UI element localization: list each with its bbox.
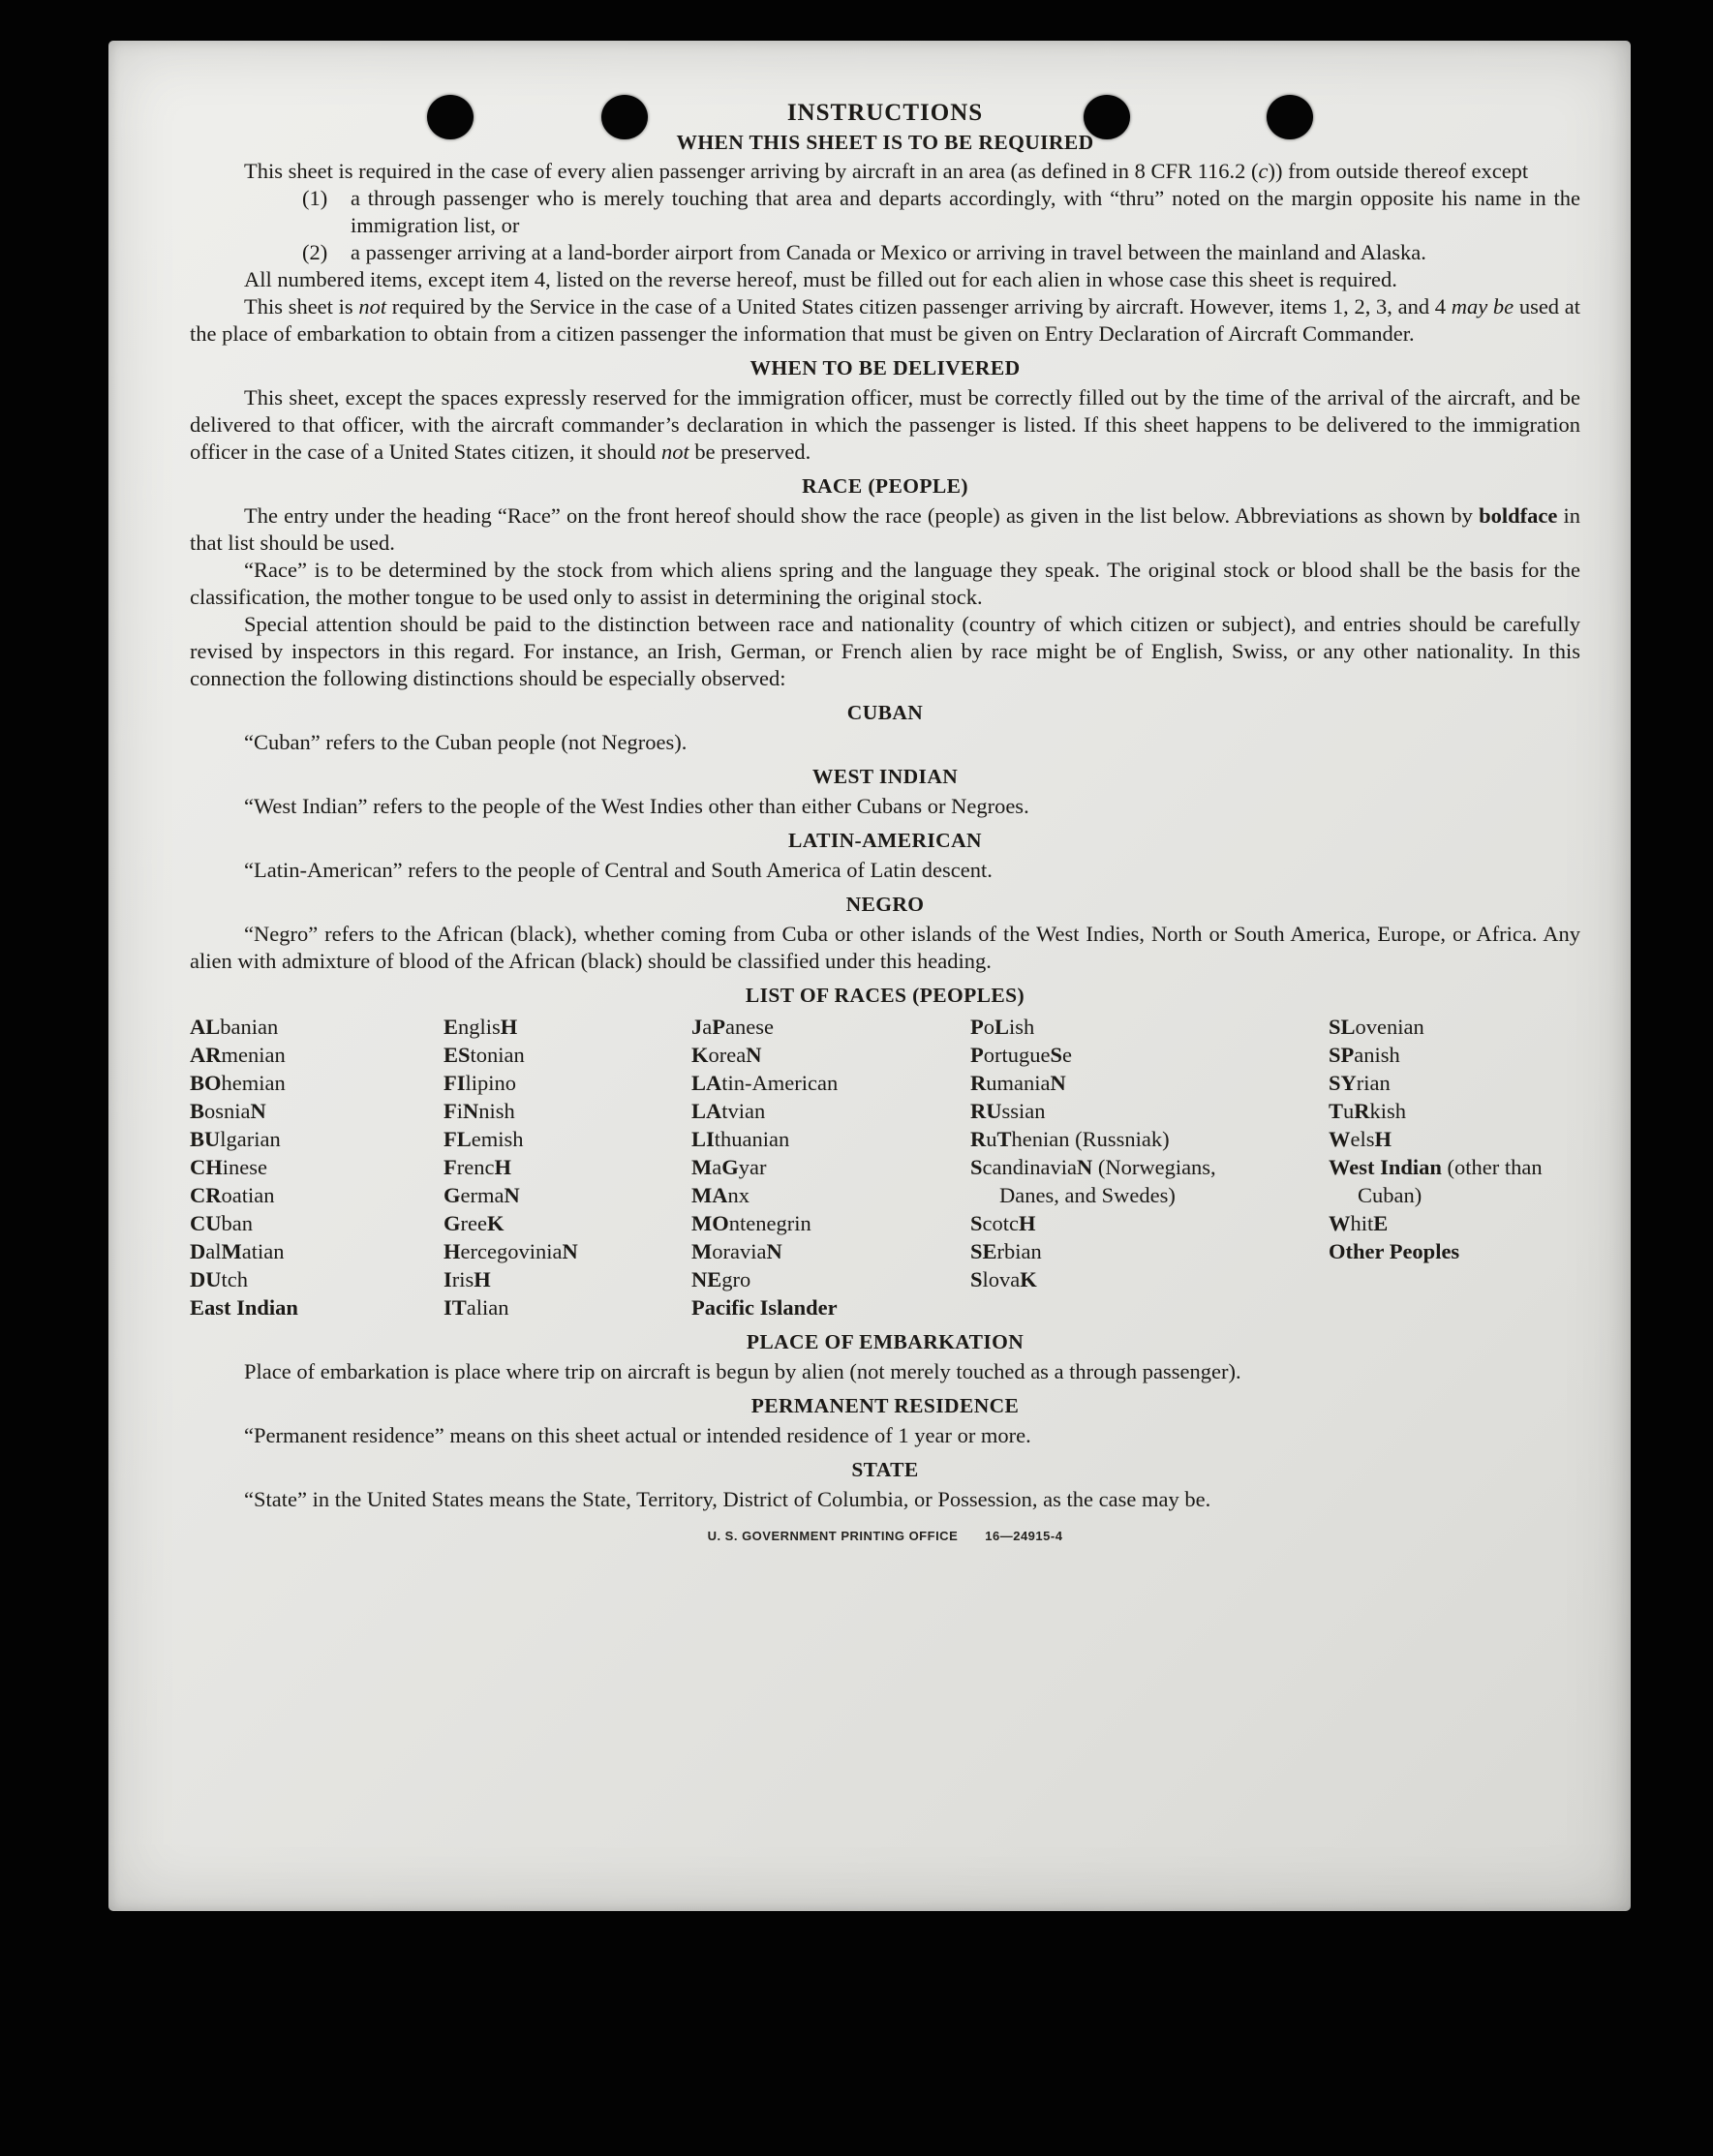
document-page: [108, 41, 1631, 1911]
paragraph-negro: “Negro” refers to the African (black), whether coming from Cuba or other islands of the West Indies, North or South America, Europe, or Africa. Any alien with admixture of blood of the African (black) should be classified under this heading.: [190, 922, 1580, 973]
paragraph-race-2: “Race” is to be determined by the stock from which aliens spring and the language they speak. The original stock or blood shall be the basis for the classification, the mother tongue to be used only to assist in determining the original stock.: [190, 558, 1580, 609]
race-entry: ALbanian: [190, 1015, 279, 1039]
race-entry: MaGyar: [691, 1155, 767, 1179]
item-text-2: a passenger arriving at a land-border airport from Canada or Mexico or arriving in travel between the mainland and Alaska.: [351, 240, 1426, 264]
race-entry: FiNnish: [444, 1099, 515, 1123]
item-number-2: (2): [302, 240, 328, 264]
race-entry: BUlgarian: [190, 1127, 281, 1151]
race-entry: East Indian: [190, 1295, 298, 1320]
race-entry: IrisH: [444, 1267, 491, 1291]
heading-state: STATE: [851, 1458, 919, 1481]
race-entry: DalMatian: [190, 1239, 285, 1263]
paragraph-not-required: This sheet is not required by the Service in the case of a United States citizen passenger arriving by aircraft. However, items 1, 2, 3, and 4 may be used at the place of embarkation to obtain from a citizen passenger the information that must be given on Entry Declaration of Aircraft Commander.: [190, 294, 1580, 346]
heading-residence: PERMANENT RESIDENCE: [750, 1394, 1020, 1417]
heading-cuban: CUBAN: [846, 701, 924, 724]
race-entry: GreeK: [444, 1211, 505, 1235]
race-entry: FIlipino: [444, 1071, 517, 1095]
heading-when-delivered: WHEN TO BE DELIVERED: [749, 356, 1021, 380]
race-entry: MAnx: [691, 1183, 749, 1207]
race-entry: ARmenian: [190, 1043, 286, 1067]
footer-line: [190, 1529, 1580, 1543]
paragraph-state: “State” in the United States means the State, Territory, District of Columbia, or Possession, as the case may be.: [244, 1487, 1211, 1511]
numbered-item-2: [190, 239, 1580, 266]
race-entry: CUban: [190, 1211, 253, 1235]
race-entry: MOntenegrin: [691, 1211, 811, 1235]
race-entry: Other Peoples: [1329, 1239, 1460, 1263]
race-entry: KoreaN: [691, 1043, 762, 1067]
races-column-4: [970, 1013, 1261, 1321]
paragraph-embarkation: Place of embarkation is place where trip on aircraft is begun by alien (not merely touched as a through passenger).: [244, 1359, 1241, 1383]
paragraph-cuban: “Cuban” refers to the Cuban people (not Negroes).: [244, 730, 688, 754]
heading-west-indian: WEST INDIAN: [811, 765, 959, 788]
race-entry: Pacific Islander: [691, 1295, 838, 1320]
races-column-1: [190, 1013, 444, 1321]
page-title: INSTRUCTIONS: [786, 100, 984, 126]
race-entry: NEgro: [691, 1267, 751, 1291]
heading-embarkation: PLACE OF EMBARKATION: [746, 1330, 1025, 1353]
race-entry: WhitE: [1329, 1211, 1389, 1235]
race-entry: LAtin-American: [691, 1071, 839, 1095]
printer-imprint: U. S. GOVERNMENT PRINTING OFFICE: [707, 1529, 959, 1543]
races-list: [190, 1013, 1580, 1321]
race-entry: LAtvian: [691, 1099, 766, 1123]
race-entry: West Indian (other than Cuban): [1329, 1155, 1543, 1207]
heading-negro: NEGRO: [845, 893, 925, 916]
paragraph-intro: This sheet is required in the case of every alien passenger arriving by aircraft in an area (as defined in 8 CFR 116.2 (c)) from outside thereof except: [244, 159, 1529, 183]
race-entry: ScandinaviaN (Norwegians, Danes, and Swedes): [970, 1155, 1216, 1207]
form-code: 16—24915-4: [985, 1529, 1063, 1543]
race-entry: EStonian: [444, 1043, 525, 1067]
paragraph-race-3: Special attention should be paid to the distinction between race and nationality (country of which citizen or subject), and entries should be carefully revised by inspectors in this regard. For instance, an Irish, German, or French alien by race might be of English, Swiss, or any other nationality. In this connection the following distinctions should be especially observed:: [190, 612, 1580, 690]
race-entry: EnglisH: [444, 1015, 518, 1039]
races-column-2: [444, 1013, 691, 1321]
race-entry: RUssian: [970, 1099, 1046, 1123]
race-entry: FrencH: [444, 1155, 511, 1179]
paragraph-latin-american: “Latin-American” refers to the people of Central and South America of Latin descent.: [244, 858, 993, 882]
paragraph-delivery: This sheet, except the spaces expressly reserved for the immigration officer, must be correctly filled out by the time of the arrival of the aircraft, and be delivered to that officer, with the aircraft commander’s declaration in which the passenger is listed. If this sheet happens to be delivered to the immigration officer in the case of a United States citizen, it should not be preserved.: [190, 385, 1580, 464]
paragraph-race-1: The entry under the heading “Race” on the front hereof should show the race (people) as given in the list below. Abbreviations as shown by boldface in that list should be used.: [190, 503, 1580, 555]
numbered-item-1: [190, 185, 1580, 239]
race-entry: SLovenian: [1329, 1015, 1424, 1039]
race-entry: DUtch: [190, 1267, 248, 1291]
race-entry: PortugueSe: [970, 1043, 1072, 1067]
heading-when-required: WHEN THIS SHEET IS TO BE REQUIRED: [676, 131, 1094, 154]
heading-latin-american: LATIN-AMERICAN: [788, 829, 982, 852]
item-number-1: (1): [302, 186, 328, 210]
race-entry: BOhemian: [190, 1071, 286, 1095]
race-entry: SPanish: [1329, 1043, 1400, 1067]
race-entry: BosniaN: [190, 1099, 266, 1123]
page-content: [190, 99, 1580, 1543]
race-entry: TuRkish: [1329, 1099, 1407, 1123]
heading-race-people: RACE (PEOPLE): [802, 474, 968, 498]
paragraph-residence: “Permanent residence” means on this sheet actual or intended residence of 1 year or more.: [244, 1423, 1031, 1447]
race-entry: PoLish: [970, 1015, 1035, 1039]
race-entry: SYrian: [1329, 1071, 1391, 1095]
race-entry: CRoatian: [190, 1183, 275, 1207]
race-entry: SErbian: [970, 1239, 1042, 1263]
race-entry: SlovaK: [970, 1267, 1037, 1291]
item-text-1: a through passenger who is merely touching that area and departs accordingly, with “thru” noted on the margin opposite his name in the immigration list, or: [351, 186, 1580, 237]
race-entry: GermaN: [444, 1183, 520, 1207]
race-entry: HercegoviniaN: [444, 1239, 578, 1263]
paragraph-west-indian: “West Indian” refers to the people of the West Indies other than either Cubans or Negroes.: [244, 794, 1029, 818]
race-entry: ITalian: [444, 1295, 509, 1320]
race-entry: WelsH: [1329, 1127, 1392, 1151]
race-entry: FLemish: [444, 1127, 524, 1151]
races-column-5: [1329, 1013, 1580, 1321]
race-entry: MoraviaN: [691, 1239, 782, 1263]
race-entry: CHinese: [190, 1155, 267, 1179]
race-entry: RumaniaN: [970, 1071, 1066, 1095]
race-entry: JaPanese: [691, 1015, 774, 1039]
heading-races-list: LIST OF RACES (PEOPLES): [745, 984, 1025, 1007]
race-entry: ScotcH: [970, 1211, 1036, 1235]
races-column-3: [691, 1013, 970, 1321]
race-entry: LIthuanian: [691, 1127, 790, 1151]
race-entry: RuThenian (Russniak): [970, 1127, 1170, 1151]
paragraph-all-items: All numbered items, except item 4, listed on the reverse hereof, must be filled out for each alien in whose case this sheet is required.: [244, 267, 1397, 291]
